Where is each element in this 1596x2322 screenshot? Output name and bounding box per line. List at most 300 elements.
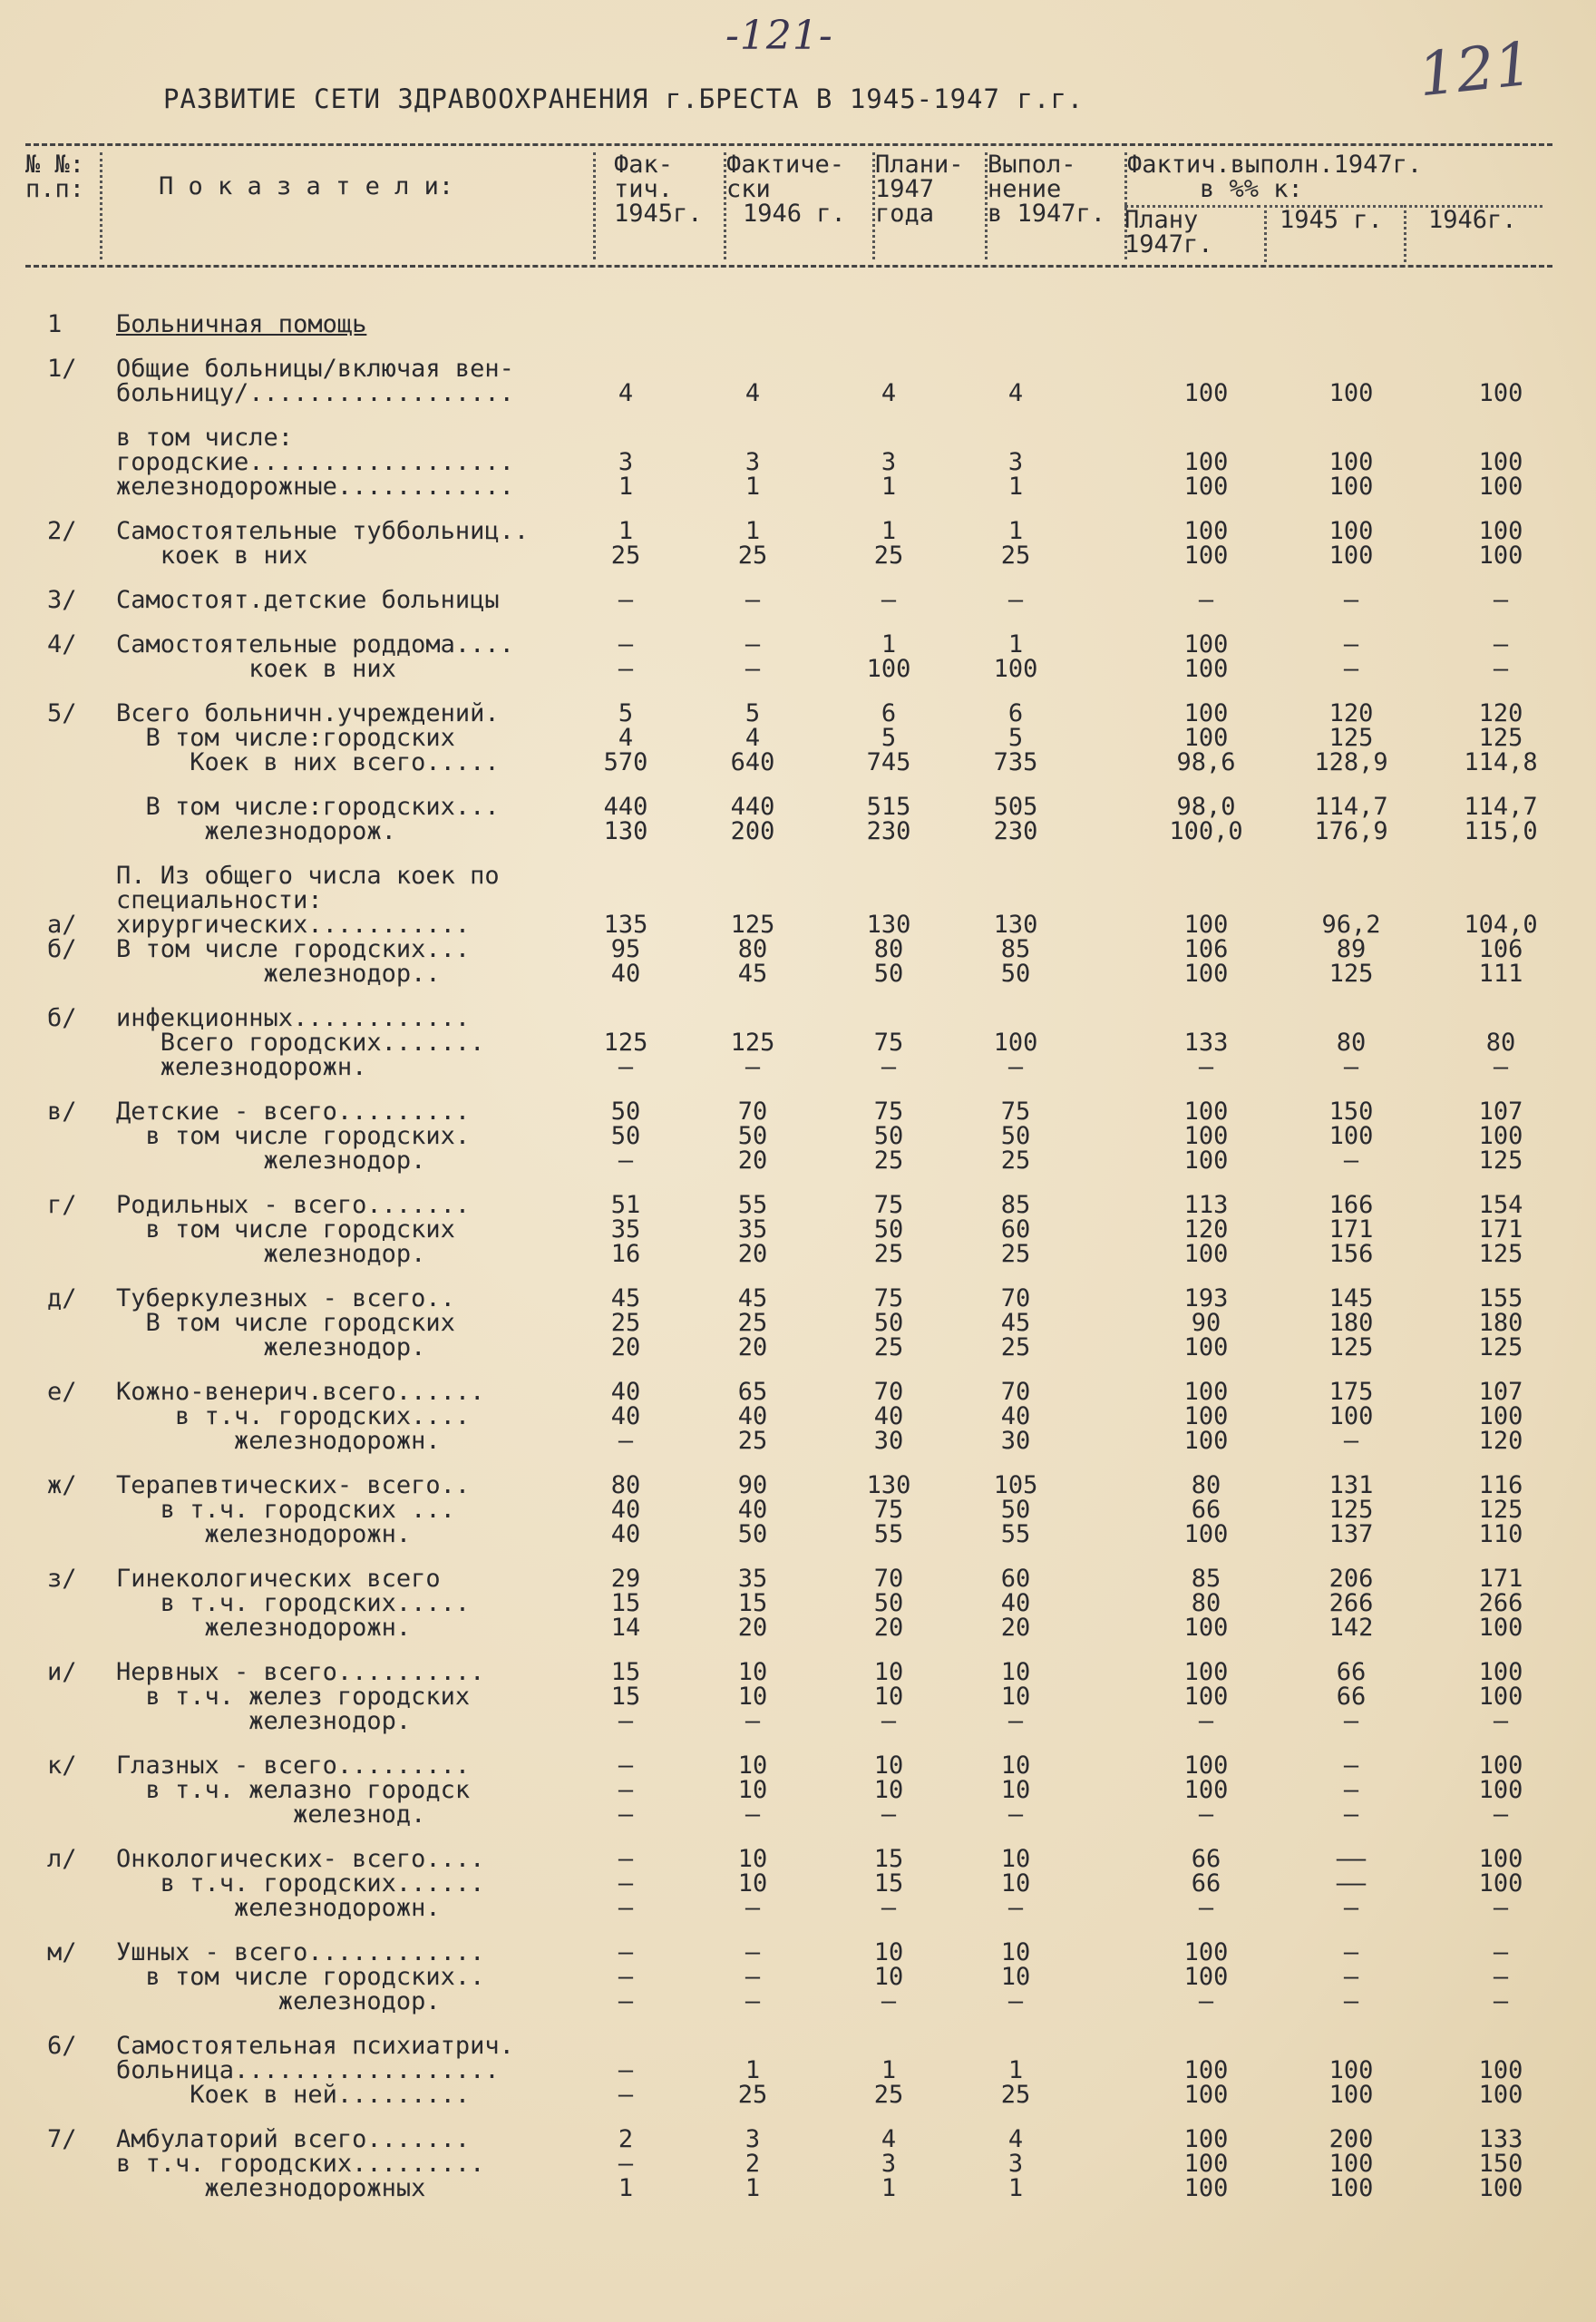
table-row	[36, 517, 1542, 545]
row-value: 10	[1000, 1938, 1031, 1966]
row-value: –	[1198, 586, 1214, 614]
row-value: 85	[1000, 1191, 1031, 1219]
row-value: 25	[873, 1333, 904, 1361]
row-value: 200	[1328, 2125, 1374, 2153]
row-label: Ушных - всего............	[116, 1938, 485, 1966]
row-value: 30	[1000, 1427, 1031, 1455]
row-value: 75	[873, 1098, 904, 1126]
row-value: 1	[744, 473, 761, 501]
row-value: 193	[1183, 1284, 1229, 1312]
row-value: 50	[873, 1215, 904, 1244]
table-row	[36, 2056, 1542, 2084]
row-value: 80	[1485, 1029, 1516, 1057]
row-value: 171	[1478, 1215, 1523, 1244]
table-row	[36, 1309, 1542, 1337]
row-value: 100	[993, 1029, 1038, 1057]
row-value: 15	[610, 1683, 641, 1711]
table-row	[36, 2125, 1542, 2153]
row-value: –	[744, 1963, 761, 1991]
row-value: 50	[1000, 960, 1031, 988]
row-value: 10	[1000, 1845, 1031, 1873]
row-value: 50	[737, 1122, 768, 1150]
table-row	[36, 1284, 1542, 1312]
table-row	[36, 862, 1542, 890]
table-row	[36, 630, 1542, 659]
row-value: 505	[993, 793, 1038, 821]
table-row	[36, 1520, 1542, 1548]
row-value: 1	[744, 2174, 761, 2202]
row-value: –	[1493, 586, 1509, 614]
table-row	[36, 1053, 1542, 1081]
row-label: Больничная помощь	[116, 310, 367, 338]
table-row	[36, 1894, 1542, 1922]
row-value: –	[1493, 1800, 1509, 1829]
table-row	[36, 1471, 1542, 1499]
row-value: 100	[1183, 1333, 1229, 1361]
row-value: 100	[1183, 911, 1229, 939]
row-label: в т.ч. городских ...	[116, 1496, 455, 1524]
row-value: 90	[737, 1471, 768, 1499]
row-value: –	[1007, 1800, 1024, 1829]
row-value: 60	[1000, 1565, 1031, 1593]
row-value: 10	[1000, 1963, 1031, 1991]
row-value: 100	[1328, 2056, 1374, 2084]
row-value: 180	[1478, 1309, 1523, 1337]
table-row	[36, 379, 1542, 407]
row-value: –	[1493, 630, 1509, 659]
row-value: 6	[1007, 699, 1024, 727]
row-value: 105	[993, 1471, 1038, 1499]
row-label: Самостоятельные роддома....	[116, 630, 514, 659]
row-value: 40	[610, 1520, 641, 1548]
row-value: 100	[1478, 1845, 1523, 1873]
row-value: 111	[1478, 960, 1523, 988]
row-value: 98,6	[1176, 748, 1236, 776]
row-value: –	[1493, 1963, 1509, 1991]
row-value: 171	[1328, 1215, 1374, 1244]
row-value: 25	[610, 1309, 641, 1337]
row-label: Коек в них всего.....	[116, 748, 500, 776]
table-row	[36, 817, 1542, 845]
row-label: в т.ч. желез городских	[116, 1683, 471, 1711]
row-label: Гинекологических всего	[116, 1565, 441, 1593]
row-value: 10	[737, 1776, 768, 1804]
row-value: 100	[1183, 473, 1229, 501]
row-value: –	[744, 630, 761, 659]
row-label: в том числе городских.	[116, 1122, 471, 1150]
table-row	[36, 1751, 1542, 1780]
row-number: и/	[47, 1658, 77, 1686]
row-label: Глазных - всего.........	[116, 1751, 471, 1780]
row-value: 1	[744, 2056, 761, 2084]
row-value: –	[1198, 1800, 1214, 1829]
row-label: Детские - всего.........	[116, 1098, 471, 1126]
row-value: –	[881, 1800, 897, 1829]
row-value: 106	[1183, 935, 1229, 963]
row-label: в том числе городских	[116, 1215, 455, 1244]
row-value: 125	[730, 1029, 775, 1057]
row-value: 3	[1007, 448, 1024, 476]
row-value: 2	[618, 2125, 634, 2153]
table-row	[36, 310, 1542, 338]
row-value: 2	[744, 2150, 761, 2178]
row-value: 100	[1328, 541, 1374, 570]
row-label: Всего городских.......	[116, 1029, 485, 1057]
row-value: 80	[1191, 1589, 1221, 1617]
table-row	[36, 1683, 1542, 1711]
table-row	[36, 1333, 1542, 1361]
row-value: –	[1007, 1707, 1024, 1735]
row-value: 4	[1007, 379, 1024, 407]
row-value: 20	[610, 1333, 641, 1361]
table-row	[36, 1122, 1542, 1150]
row-value: 25	[1000, 541, 1031, 570]
row-label: железнодор.	[116, 1146, 426, 1175]
row-label: железнодорожн.	[116, 1894, 441, 1922]
row-value: 100	[1328, 448, 1374, 476]
row-label: в т.ч. городских.....	[116, 1589, 471, 1617]
row-value: 115,0	[1464, 817, 1538, 845]
table-row	[36, 724, 1542, 752]
row-value: –	[881, 1053, 897, 1081]
row-value: 4	[881, 2125, 897, 2153]
row-number: 2/	[47, 517, 77, 545]
row-value: 100,0	[1169, 817, 1243, 845]
row-value: –	[618, 1894, 634, 1922]
table-row	[36, 1987, 1542, 2015]
row-value: 1	[1007, 630, 1024, 659]
row-value: –	[881, 1707, 897, 1735]
row-value: 30	[873, 1427, 904, 1455]
table-row	[36, 586, 1542, 614]
row-value: 10	[737, 1845, 768, 1873]
row-value: 100	[1183, 1098, 1229, 1126]
row-value: 100	[1478, 1402, 1523, 1430]
indicators-table	[36, 290, 1542, 2202]
row-label: Амбулаторий всего.......	[116, 2125, 471, 2153]
row-label: Родильных - всего.......	[116, 1191, 471, 1219]
row-value: 66	[1336, 1658, 1367, 1686]
table-row	[36, 1146, 1542, 1175]
row-label: специальности:	[116, 886, 323, 914]
row-value: 80	[1336, 1029, 1367, 1057]
row-value: –	[744, 1800, 761, 1829]
row-value: 50	[610, 1122, 641, 1150]
row-value: –	[1007, 586, 1024, 614]
document-title: РАЗВИТИЕ СЕТИ ЗДРАВООХРАНЕНИЯ г.БРЕСТА В 1945-1947 г.г.	[163, 83, 1085, 114]
row-value: 66	[1336, 1683, 1367, 1711]
row-value: 25	[1000, 1240, 1031, 1268]
row-value: 40	[610, 1378, 641, 1406]
row-number: 1	[47, 310, 63, 338]
row-value: 100	[1478, 1683, 1523, 1711]
row-value: –	[881, 1987, 897, 2015]
row-value: –	[618, 1053, 634, 1081]
row-value: 100	[1183, 1146, 1229, 1175]
row-value: 100	[1478, 2056, 1523, 2084]
row-number: 7/	[47, 2125, 77, 2153]
row-value: 100	[1183, 655, 1229, 683]
header-indicator: П о к а з а т е л и:	[100, 152, 592, 259]
table-row	[36, 655, 1542, 683]
row-value: 4	[744, 724, 761, 752]
row-value: 50	[1000, 1496, 1031, 1524]
row-value: –	[744, 1707, 761, 1735]
row-label: в т.ч. городских......	[116, 1869, 485, 1898]
row-value: –	[618, 1427, 634, 1455]
row-value: 100	[1183, 2081, 1229, 2109]
row-value: 40	[610, 1496, 641, 1524]
row-value: 640	[730, 748, 775, 776]
row-value: 5	[881, 724, 897, 752]
row-value: 745	[866, 748, 911, 776]
row-value: –	[1198, 1894, 1214, 1922]
row-label: железнодорожные............	[116, 473, 514, 501]
row-value: 10	[873, 1963, 904, 1991]
row-value: 154	[1478, 1191, 1523, 1219]
row-value: 100	[1478, 517, 1523, 545]
row-value: 51	[610, 1191, 641, 1219]
row-value: 166	[1328, 1191, 1374, 1219]
row-value: 206	[1328, 1565, 1374, 1593]
row-value: 100	[1183, 1240, 1229, 1268]
row-value: 100	[1183, 1402, 1229, 1430]
row-label: Общие больницы/включая вен-	[116, 355, 514, 383]
row-value: 100	[1328, 379, 1374, 407]
row-value: 100	[1478, 448, 1523, 476]
row-label: железнодор.	[116, 1240, 426, 1268]
row-value: 6	[881, 699, 897, 727]
row-label: железнодор.	[116, 1707, 412, 1735]
page-number: -121-	[725, 13, 833, 59]
row-value: –	[618, 2150, 634, 2178]
row-value: 100	[1183, 1963, 1229, 1991]
row-number: г/	[47, 1191, 77, 1219]
row-value: –	[744, 1938, 761, 1966]
row-value: 96,2	[1321, 911, 1381, 939]
row-value: 130	[866, 1471, 911, 1499]
row-value: 15	[610, 1658, 641, 1686]
row-value: 1	[881, 517, 897, 545]
row-value: –	[1343, 1707, 1359, 1735]
row-value: 10	[737, 1869, 768, 1898]
table-row	[36, 1215, 1542, 1244]
row-value: 130	[993, 911, 1038, 939]
row-label: Нервных - всего..........	[116, 1658, 485, 1686]
row-value: 16	[610, 1240, 641, 1268]
row-value: 570	[603, 748, 648, 776]
row-number: в/	[47, 1098, 77, 1126]
row-value: 145	[1328, 1284, 1374, 1312]
row-value: 1	[881, 630, 897, 659]
row-value: 100	[1328, 1122, 1374, 1150]
row-value: 15	[873, 1869, 904, 1898]
row-label: железнодорожн.	[116, 1614, 412, 1642]
row-value: 25	[737, 1309, 768, 1337]
row-value: 176,9	[1314, 817, 1388, 845]
row-value: 45	[610, 1284, 641, 1312]
row-value: 107	[1478, 1378, 1523, 1406]
table-row	[36, 1614, 1542, 1642]
row-value: 1	[1007, 2056, 1024, 2084]
row-value: 10	[1000, 1751, 1031, 1780]
row-value: 90	[1191, 1309, 1221, 1337]
row-value: 75	[873, 1496, 904, 1524]
row-value: 130	[603, 817, 648, 845]
row-label: В том числе:городских...	[116, 793, 500, 821]
row-value: 10	[873, 1658, 904, 1686]
row-value: 155	[1478, 1284, 1523, 1312]
row-value: 515	[866, 793, 911, 821]
row-value: 4	[1007, 2125, 1024, 2153]
row-value: 50	[1000, 1122, 1031, 1150]
row-number: м/	[47, 1938, 77, 1966]
row-value: 20	[873, 1614, 904, 1642]
row-value: 156	[1328, 1240, 1374, 1268]
row-value: 20	[737, 1333, 768, 1361]
table-row	[36, 911, 1542, 939]
row-value: 100	[1328, 517, 1374, 545]
row-label: Коек в ней.........	[116, 2081, 471, 2109]
row-value: –	[618, 1845, 634, 1873]
row-value: 100	[1478, 1869, 1523, 1898]
row-value: 114,7	[1464, 793, 1538, 821]
row-value: 40	[610, 960, 641, 988]
row-value: 125	[1328, 1333, 1374, 1361]
row-value: 200	[730, 817, 775, 845]
table-row	[36, 1707, 1542, 1735]
row-label: В том числе городских	[116, 1309, 455, 1337]
row-value: 100	[1328, 2081, 1374, 2109]
row-value: 3	[744, 448, 761, 476]
header-percent-plan: Плану 1947г.	[1124, 205, 1260, 262]
row-value: 75	[873, 1191, 904, 1219]
row-value: 125	[1478, 1146, 1523, 1175]
row-value: –	[618, 1707, 634, 1735]
header-percent-group: Фактич.выполн.1947г. в %% к:	[1124, 152, 1535, 259]
row-value: –	[618, 1751, 634, 1780]
table-row	[36, 2032, 1542, 2060]
row-value: 55	[737, 1191, 768, 1219]
row-number: б/	[47, 1004, 77, 1032]
row-value: –	[881, 586, 897, 614]
row-value: –	[618, 2081, 634, 2109]
table-row	[36, 1402, 1542, 1430]
row-value: 85	[1191, 1565, 1221, 1593]
row-value: 25	[737, 1427, 768, 1455]
row-number: 4/	[47, 630, 77, 659]
row-value: 10	[737, 1751, 768, 1780]
row-value: –	[1343, 1146, 1359, 1175]
row-value: 40	[1000, 1589, 1031, 1617]
row-value: 131	[1328, 1471, 1374, 1499]
row-label: городские..................	[116, 448, 514, 476]
row-label: в том числе:	[116, 424, 294, 452]
row-value: 35	[737, 1565, 768, 1593]
table-row	[36, 699, 1542, 727]
row-value: –	[1007, 1053, 1024, 1081]
row-value: 100	[1183, 541, 1229, 570]
row-value: –	[618, 1938, 634, 1966]
row-value: 5	[744, 699, 761, 727]
row-label: Самостоятельная психиатрич.	[116, 2032, 514, 2060]
row-value: –	[744, 586, 761, 614]
row-value: 100	[1183, 2150, 1229, 2178]
row-value: 100	[1478, 1122, 1523, 1150]
table-row	[36, 1496, 1542, 1524]
row-value: 70	[1000, 1378, 1031, 1406]
row-value: 10	[737, 1683, 768, 1711]
row-value: 100	[1183, 1776, 1229, 1804]
row-value: 125	[1328, 960, 1374, 988]
row-value: 100	[1183, 724, 1229, 752]
row-value: 35	[610, 1215, 641, 1244]
row-value: 107	[1478, 1098, 1523, 1126]
row-value: 40	[1000, 1402, 1031, 1430]
row-value: 10	[737, 1658, 768, 1686]
row-value: 125	[1478, 724, 1523, 752]
row-value: –	[1493, 655, 1509, 683]
row-value: 100	[1183, 2174, 1229, 2202]
row-value: 125	[1328, 1496, 1374, 1524]
row-value: 70	[873, 1565, 904, 1593]
row-value: 10	[1000, 1776, 1031, 1804]
row-number: а/	[47, 911, 77, 939]
row-value: 100	[1183, 1683, 1229, 1711]
row-value: 3	[881, 2150, 897, 2178]
row-value: –	[1343, 586, 1359, 614]
row-value: 100	[1478, 541, 1523, 570]
row-value: 1	[618, 2174, 634, 2202]
table-row	[36, 1427, 1542, 1455]
row-value: 4	[881, 379, 897, 407]
row-value: 50	[610, 1098, 641, 1126]
row-label: больница..................	[116, 2056, 500, 2084]
table-row	[36, 1565, 1542, 1593]
row-value: –	[1343, 1987, 1359, 2015]
row-value: 75	[873, 1029, 904, 1057]
row-value: 100	[1328, 2150, 1374, 2178]
row-value: –	[618, 1963, 634, 1991]
row-value: 116	[1478, 1471, 1523, 1499]
row-value: 40	[737, 1496, 768, 1524]
row-label: коек в них	[116, 655, 396, 683]
row-value: 100	[1183, 1938, 1229, 1966]
row-value: –	[1343, 1894, 1359, 1922]
row-label: в т.ч. желазно городск	[116, 1776, 471, 1804]
row-value: 50	[873, 1309, 904, 1337]
row-value: 100	[866, 655, 911, 683]
table-row	[36, 1191, 1542, 1219]
row-value: –	[1343, 630, 1359, 659]
row-value: 3	[881, 448, 897, 476]
row-value: 100	[1328, 473, 1374, 501]
row-value: –	[1343, 1751, 1359, 1780]
row-number: е/	[47, 1378, 77, 1406]
row-value: 25	[610, 541, 641, 570]
row-value: –	[1198, 1987, 1214, 2015]
row-value: 100	[1478, 1776, 1523, 1804]
row-value: 25	[1000, 2081, 1031, 2109]
row-value: 125	[1478, 1240, 1523, 1268]
row-label: железнодор.	[116, 1333, 426, 1361]
row-number: б/	[47, 935, 77, 963]
row-value: 25	[737, 2081, 768, 2109]
row-label: В том числе:городских	[116, 724, 455, 752]
row-value: –	[1493, 1987, 1509, 2015]
row-label: железнодор.	[116, 1987, 441, 2015]
row-value: 89	[1336, 935, 1367, 963]
